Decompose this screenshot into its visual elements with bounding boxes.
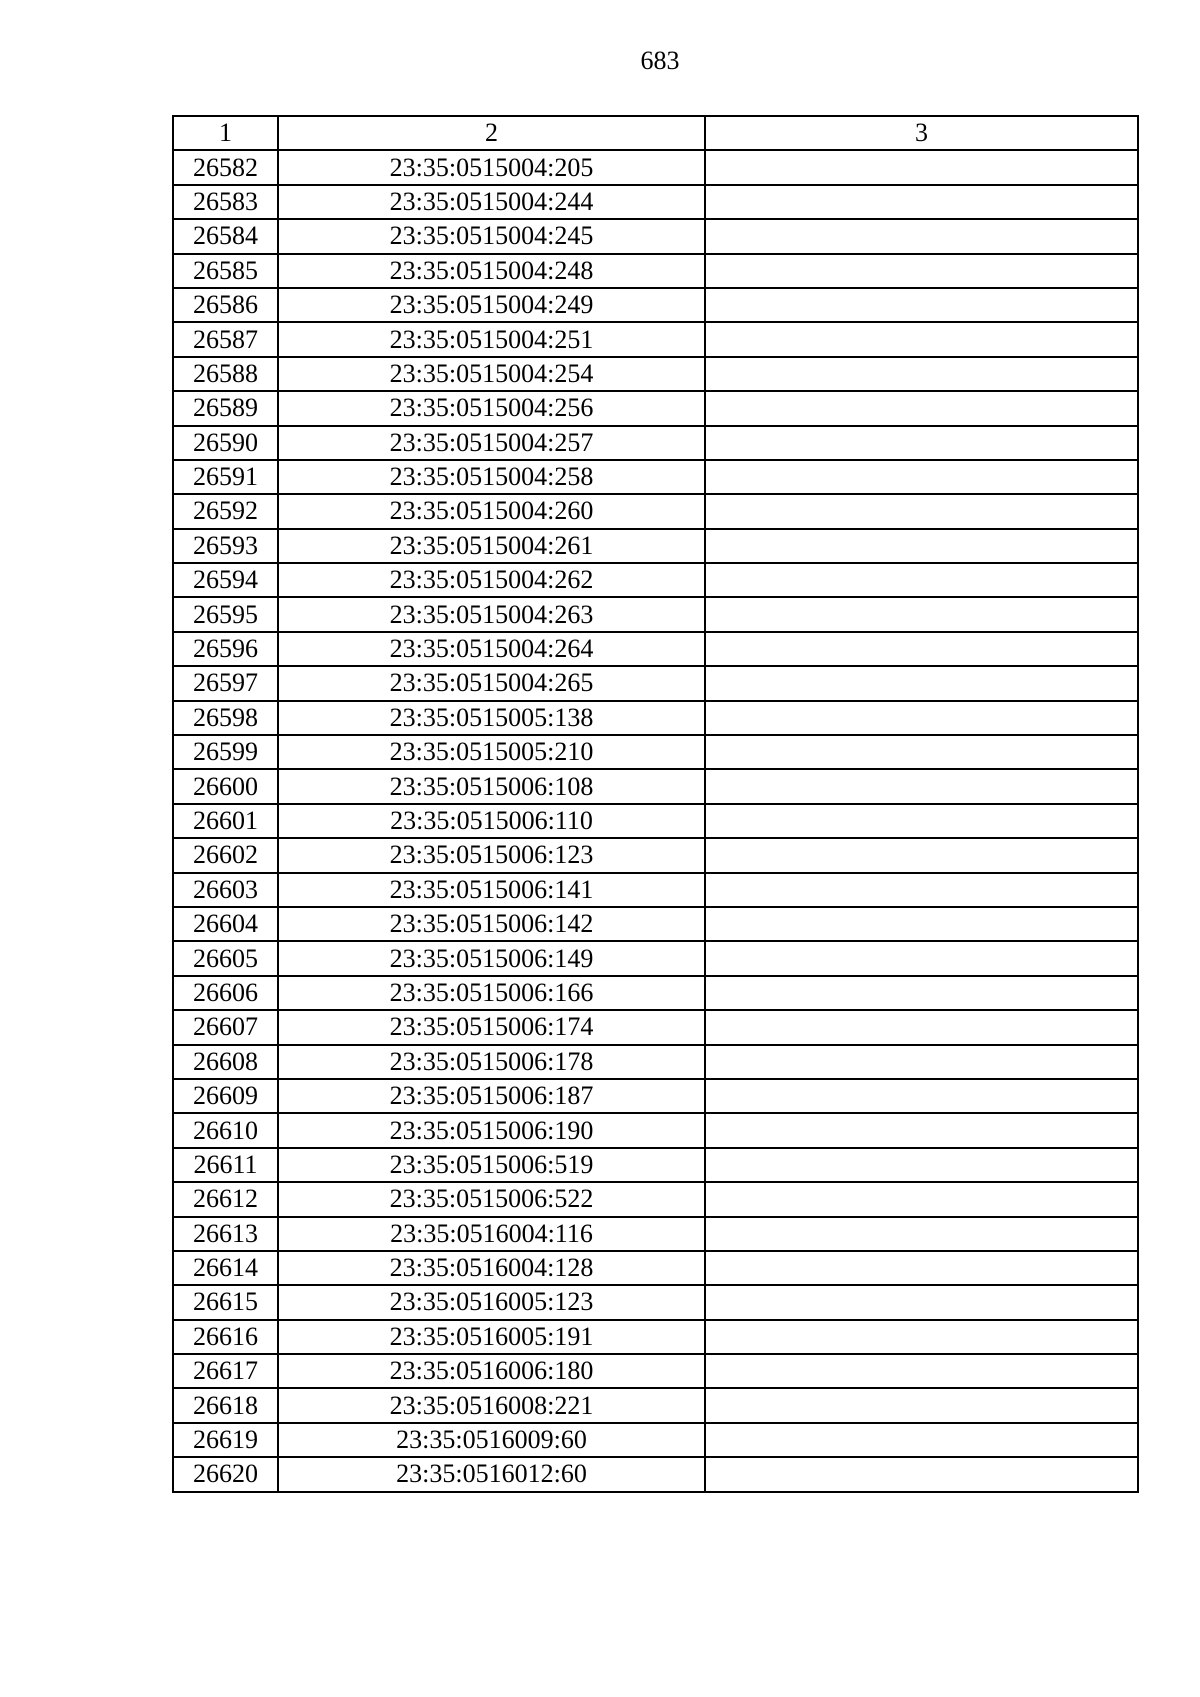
table-row — [173, 1217, 1138, 1251]
cadastral-number-cell: 23:35:0515004:244 — [278, 185, 705, 219]
row-number-cell: 26618 — [173, 1388, 278, 1422]
row-number-cell: 26606 — [173, 976, 278, 1010]
row-number-cell: 26600 — [173, 769, 278, 803]
table-row — [173, 1148, 1138, 1182]
cadastral-number-cell: 23:35:0515005:210 — [278, 735, 705, 769]
cadastral-table — [172, 115, 1139, 1493]
note-cell — [705, 735, 1138, 769]
note-cell — [705, 1010, 1138, 1044]
table-row — [173, 322, 1138, 356]
row-number-cell: 26607 — [173, 1010, 278, 1044]
row-number-cell: 26612 — [173, 1182, 278, 1216]
note-cell — [705, 1045, 1138, 1079]
cadastral-number-cell: 23:35:0515006:110 — [278, 804, 705, 838]
row-number-cell: 26617 — [173, 1354, 278, 1388]
note-cell — [705, 838, 1138, 872]
cadastral-number-cell: 23:35:0515006:187 — [278, 1079, 705, 1113]
note-cell — [705, 357, 1138, 391]
cadastral-number-cell: 23:35:0515006:123 — [278, 838, 705, 872]
page-number: 683 — [640, 46, 680, 75]
cadastral-number-cell: 23:35:0515004:262 — [278, 563, 705, 597]
table-row — [173, 1423, 1138, 1457]
table-row — [173, 150, 1138, 184]
cadastral-number-cell: 23:35:0515004:261 — [278, 529, 705, 563]
table-row — [173, 1010, 1138, 1044]
table-header — [173, 116, 1138, 150]
note-cell — [705, 185, 1138, 219]
cadastral-number-cell: 23:35:0515006:108 — [278, 769, 705, 803]
table-row — [173, 976, 1138, 1010]
cadastral-number-cell: 23:35:0515006:149 — [278, 941, 705, 975]
header-row — [173, 116, 1138, 150]
cadastral-number-cell: 23:35:0516004:128 — [278, 1251, 705, 1285]
note-cell — [705, 1285, 1138, 1319]
row-number-cell: 26593 — [173, 529, 278, 563]
row-number-cell: 26585 — [173, 254, 278, 288]
cadastral-number-cell: 23:35:0515004:265 — [278, 666, 705, 700]
cadastral-number-cell: 23:35:0515004:264 — [278, 632, 705, 666]
table-row — [173, 219, 1138, 253]
cadastral-number-cell: 23:35:0516005:191 — [278, 1320, 705, 1354]
table-row — [173, 941, 1138, 975]
note-cell — [705, 976, 1138, 1010]
row-number-cell: 26616 — [173, 1320, 278, 1354]
row-number-cell: 26588 — [173, 357, 278, 391]
cadastral-number-cell: 23:35:0515006:166 — [278, 976, 705, 1010]
row-number-cell: 26620 — [173, 1457, 278, 1491]
row-number-cell: 26605 — [173, 941, 278, 975]
row-number-cell: 26595 — [173, 597, 278, 631]
row-number-cell: 26614 — [173, 1251, 278, 1285]
note-cell — [705, 1113, 1138, 1147]
table-row — [173, 907, 1138, 941]
row-number-cell: 26594 — [173, 563, 278, 597]
note-cell — [705, 494, 1138, 528]
note-cell — [705, 1217, 1138, 1251]
table-row — [173, 391, 1138, 425]
cadastral-number-cell: 23:35:0515006:141 — [278, 873, 705, 907]
note-cell — [705, 1354, 1138, 1388]
note-cell — [705, 941, 1138, 975]
table-row — [173, 1113, 1138, 1147]
row-number-cell: 26583 — [173, 185, 278, 219]
row-number-cell: 26609 — [173, 1079, 278, 1113]
cadastral-number-cell: 23:35:0516004:116 — [278, 1217, 705, 1251]
cadastral-number-cell: 23:35:0515006:522 — [278, 1182, 705, 1216]
table-row — [173, 1457, 1138, 1491]
cadastral-number-cell: 23:35:0515004:251 — [278, 322, 705, 356]
note-cell — [705, 288, 1138, 322]
table-row — [173, 288, 1138, 322]
note-cell — [705, 769, 1138, 803]
cadastral-number-cell: 23:35:0515006:174 — [278, 1010, 705, 1044]
cadastral-number-cell: 23:35:0516008:221 — [278, 1388, 705, 1422]
cadastral-number-cell: 23:35:0515006:519 — [278, 1148, 705, 1182]
cadastral-number-cell: 23:35:0515004:257 — [278, 426, 705, 460]
note-cell — [705, 322, 1138, 356]
table-row — [173, 1251, 1138, 1285]
note-cell — [705, 1388, 1138, 1422]
row-number-cell: 26604 — [173, 907, 278, 941]
cadastral-number-cell: 23:35:0515004:245 — [278, 219, 705, 253]
row-number-cell: 26587 — [173, 322, 278, 356]
row-number-cell: 26619 — [173, 1423, 278, 1457]
column-header-3: 3 — [705, 116, 1138, 150]
row-number-cell: 26598 — [173, 701, 278, 735]
table-row — [173, 563, 1138, 597]
cadastral-number-cell: 23:35:0515004:260 — [278, 494, 705, 528]
note-cell — [705, 1148, 1138, 1182]
table-row — [173, 1354, 1138, 1388]
table-row — [173, 873, 1138, 907]
note-cell — [705, 460, 1138, 494]
table-row — [173, 666, 1138, 700]
note-cell — [705, 529, 1138, 563]
note-cell — [705, 426, 1138, 460]
row-number-cell: 26611 — [173, 1148, 278, 1182]
cadastral-number-cell: 23:35:0515004:254 — [278, 357, 705, 391]
note-cell — [705, 150, 1138, 184]
cadastral-number-cell: 23:35:0515006:142 — [278, 907, 705, 941]
cadastral-number-cell: 23:35:0515006:190 — [278, 1113, 705, 1147]
note-cell — [705, 1423, 1138, 1457]
table-row — [173, 494, 1138, 528]
table-row — [173, 804, 1138, 838]
cadastral-number-cell: 23:35:0515005:138 — [278, 701, 705, 735]
table-row — [173, 1320, 1138, 1354]
note-cell — [705, 907, 1138, 941]
note-cell — [705, 666, 1138, 700]
note-cell — [705, 1320, 1138, 1354]
row-number-cell: 26589 — [173, 391, 278, 425]
row-number-cell: 26599 — [173, 735, 278, 769]
note-cell — [705, 219, 1138, 253]
row-number-cell: 26590 — [173, 426, 278, 460]
table-row — [173, 838, 1138, 872]
cadastral-number-cell: 23:35:0515004:248 — [278, 254, 705, 288]
table-row — [173, 1079, 1138, 1113]
table-row — [173, 1182, 1138, 1216]
row-number-cell: 26603 — [173, 873, 278, 907]
row-number-cell: 26602 — [173, 838, 278, 872]
table-row — [173, 460, 1138, 494]
table-body — [173, 150, 1138, 1491]
row-number-cell: 26582 — [173, 150, 278, 184]
table-row — [173, 1388, 1138, 1422]
row-number-cell: 26608 — [173, 1045, 278, 1079]
table-row — [173, 1045, 1138, 1079]
table-row — [173, 632, 1138, 666]
table-row — [173, 254, 1138, 288]
note-cell — [705, 632, 1138, 666]
table-row — [173, 357, 1138, 391]
cadastral-number-cell: 23:35:0515004:263 — [278, 597, 705, 631]
row-number-cell: 26584 — [173, 219, 278, 253]
cadastral-number-cell: 23:35:0515004:205 — [278, 150, 705, 184]
row-number-cell: 26591 — [173, 460, 278, 494]
note-cell — [705, 873, 1138, 907]
table-row — [173, 1285, 1138, 1319]
note-cell — [705, 1457, 1138, 1491]
column-header-2: 2 — [278, 116, 705, 150]
note-cell — [705, 391, 1138, 425]
row-number-cell: 26592 — [173, 494, 278, 528]
note-cell — [705, 563, 1138, 597]
table-row — [173, 597, 1138, 631]
note-cell — [705, 804, 1138, 838]
note-cell — [705, 1251, 1138, 1285]
cadastral-number-cell: 23:35:0516005:123 — [278, 1285, 705, 1319]
cadastral-number-cell: 23:35:0515004:249 — [278, 288, 705, 322]
note-cell — [705, 701, 1138, 735]
row-number-cell: 26613 — [173, 1217, 278, 1251]
note-cell — [705, 1182, 1138, 1216]
row-number-cell: 26615 — [173, 1285, 278, 1319]
row-number-cell: 26596 — [173, 632, 278, 666]
cadastral-number-cell: 23:35:0516012:60 — [278, 1457, 705, 1491]
row-number-cell: 26601 — [173, 804, 278, 838]
table-row — [173, 185, 1138, 219]
table-row — [173, 769, 1138, 803]
row-number-cell: 26586 — [173, 288, 278, 322]
note-cell — [705, 1079, 1138, 1113]
column-header-1: 1 — [173, 116, 278, 150]
table-row — [173, 701, 1138, 735]
cadastral-number-cell: 23:35:0515004:256 — [278, 391, 705, 425]
table-row — [173, 735, 1138, 769]
cadastral-number-cell: 23:35:0515004:258 — [278, 460, 705, 494]
row-number-cell: 26597 — [173, 666, 278, 700]
cadastral-number-cell: 23:35:0515006:178 — [278, 1045, 705, 1079]
table-row — [173, 529, 1138, 563]
table-row — [173, 426, 1138, 460]
note-cell — [705, 254, 1138, 288]
row-number-cell: 26610 — [173, 1113, 278, 1147]
cadastral-number-cell: 23:35:0516006:180 — [278, 1354, 705, 1388]
cadastral-number-cell: 23:35:0516009:60 — [278, 1423, 705, 1457]
note-cell — [705, 597, 1138, 631]
